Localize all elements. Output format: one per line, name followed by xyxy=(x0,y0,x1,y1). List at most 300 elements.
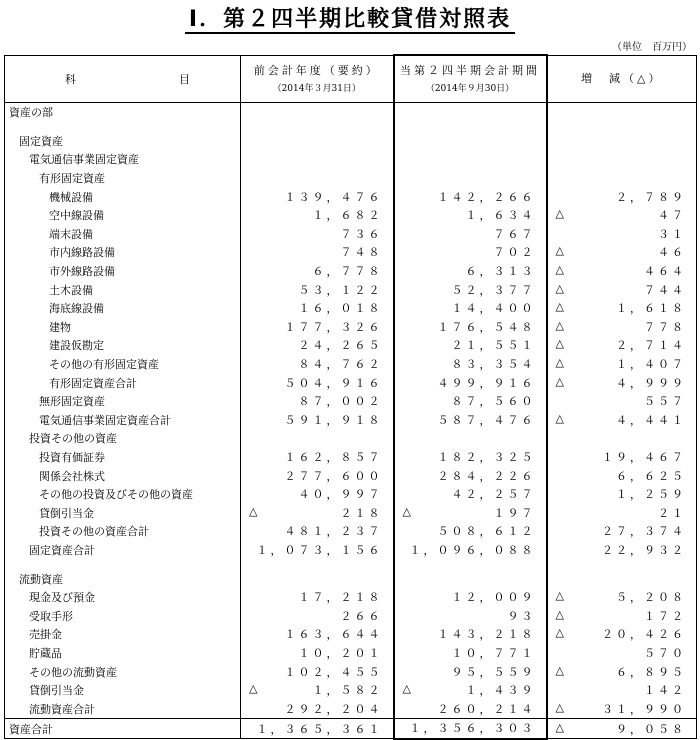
prev-value: １０２，４５５ xyxy=(284,665,383,679)
diff-cell xyxy=(547,187,697,206)
cur-value: ２８４，２２６ xyxy=(437,469,536,483)
subject-label: 市内線路設備 xyxy=(49,246,115,260)
cur-cell xyxy=(394,299,547,318)
negative-mark: △ xyxy=(555,607,567,621)
diff-value: ４６ xyxy=(658,246,686,260)
cur-cell xyxy=(394,522,547,541)
prev-value: ６，７７８ xyxy=(312,265,383,279)
cur-cell xyxy=(394,318,547,337)
cur-value: １２，００９ xyxy=(451,591,536,605)
cur-cell xyxy=(394,280,547,299)
cur-cell xyxy=(394,429,547,448)
subject-cell xyxy=(5,299,241,318)
prev-value: ２９２，２０４ xyxy=(284,702,383,716)
table-row xyxy=(5,569,697,588)
prev-cell xyxy=(241,187,394,206)
table-row xyxy=(5,299,697,318)
subject-label: 関係会社株式 xyxy=(39,469,105,483)
prev-value: １，５８２ xyxy=(312,684,383,698)
diff-value: ２０，４２６ xyxy=(602,628,686,642)
subject-label: 電気通信事業固定資産 xyxy=(29,153,139,167)
subject-label: 貸倒引当金 xyxy=(29,684,84,698)
subject-cell xyxy=(5,150,241,169)
table-row xyxy=(5,485,697,504)
cur-cell xyxy=(394,588,547,607)
diff-value: ２１ xyxy=(658,506,686,520)
prev-value: １０，２０１ xyxy=(298,646,383,660)
negative-mark: △ xyxy=(555,337,567,351)
diff-cell xyxy=(547,299,697,318)
diff-value: ４，９９９ xyxy=(616,376,686,390)
prev-cell xyxy=(241,541,394,560)
prev-cell xyxy=(241,503,394,522)
table-row xyxy=(5,355,697,374)
table-row xyxy=(5,644,697,663)
cur-cell xyxy=(394,681,547,700)
prev-cell xyxy=(241,103,394,122)
negative-mark: △ xyxy=(555,626,567,640)
cur-cell xyxy=(394,541,547,560)
subject-cell xyxy=(5,411,241,430)
spacer-row xyxy=(5,559,697,569)
diff-cell xyxy=(547,681,697,700)
subject-label: 流動資産合計 xyxy=(29,702,95,716)
subject-cell xyxy=(5,541,241,560)
header-subject-right: 目 xyxy=(179,72,190,86)
subject-cell xyxy=(5,429,241,448)
prev-cell xyxy=(241,318,394,337)
prev-value: １，３６５，３６１ xyxy=(256,722,383,736)
subject-label: 空中線設備 xyxy=(49,209,104,223)
diff-value: １４２ xyxy=(644,684,686,698)
diff-value: ５，２０８ xyxy=(616,591,686,605)
subject-label: 固定資産 xyxy=(19,134,63,148)
subject-cell xyxy=(5,719,241,739)
table-row xyxy=(5,522,697,541)
spacer-cell xyxy=(394,559,547,569)
prev-cell xyxy=(241,373,394,392)
subject-label: 海底線設備 xyxy=(49,302,104,316)
cur-cell xyxy=(394,392,547,411)
cur-cell xyxy=(394,355,547,374)
table-body xyxy=(5,103,697,739)
prev-cell xyxy=(241,681,394,700)
table-row xyxy=(5,606,697,625)
negative-mark: △ xyxy=(555,411,567,425)
diff-value: ４６４ xyxy=(644,265,686,279)
header-prev-sub: （2014年３月31日） xyxy=(272,83,361,94)
table-row xyxy=(5,318,697,337)
diff-cell xyxy=(547,132,697,151)
diff-value: ３１，９９０ xyxy=(602,702,686,716)
subject-cell xyxy=(5,132,241,151)
table-row xyxy=(5,662,697,681)
negative-mark: △ xyxy=(555,374,567,388)
header-diff xyxy=(547,55,697,103)
prev-value: １７７，３２６ xyxy=(284,320,383,334)
table-row xyxy=(5,719,697,739)
diff-cell xyxy=(547,644,697,663)
diff-cell xyxy=(547,606,697,625)
prev-cell xyxy=(241,280,394,299)
prev-cell xyxy=(241,429,394,448)
spacer-cell xyxy=(5,122,241,132)
table-row xyxy=(5,429,697,448)
negative-mark: △ xyxy=(249,504,261,518)
diff-cell xyxy=(547,169,697,188)
table-row xyxy=(5,373,697,392)
cur-cell xyxy=(394,699,547,718)
diff-cell xyxy=(547,541,697,560)
header-row xyxy=(5,55,697,103)
subject-cell xyxy=(5,485,241,504)
prev-value: ５３，１２２ xyxy=(298,283,383,297)
table-row xyxy=(5,448,697,467)
prev-value: ８４，７６２ xyxy=(298,358,383,372)
cur-cell xyxy=(394,243,547,262)
prev-value: ５０４，９１６ xyxy=(284,376,383,390)
diff-cell xyxy=(547,150,697,169)
prev-value: ２６６ xyxy=(340,609,383,623)
prev-cell xyxy=(241,606,394,625)
cur-cell xyxy=(394,373,547,392)
table-row xyxy=(5,625,697,644)
diff-value: ９，０５８ xyxy=(616,722,686,736)
cur-value: ５０８，６１２ xyxy=(437,525,536,539)
cur-cell xyxy=(394,662,547,681)
diff-cell xyxy=(547,206,697,225)
prev-value: １３９，４７６ xyxy=(284,190,383,204)
subject-label: 建物 xyxy=(49,320,71,334)
table-row xyxy=(5,466,697,485)
cur-value: ４９９，９１６ xyxy=(437,376,536,390)
subject-cell xyxy=(5,318,241,337)
diff-value: ６，８９５ xyxy=(616,665,686,679)
subject-cell xyxy=(5,336,241,355)
diff-cell xyxy=(547,280,697,299)
diff-cell xyxy=(547,699,697,718)
cur-value: １４３，２１８ xyxy=(437,628,536,642)
cur-value: ８３，３５４ xyxy=(451,358,536,372)
subject-label: 端末設備 xyxy=(49,227,93,241)
header-diff-main: 増 減（△） xyxy=(581,71,663,85)
cur-value: １４２，２６６ xyxy=(437,190,536,204)
prev-value: ２１８ xyxy=(340,506,383,520)
page-title: Ⅰ．第２四半期比較貸借対照表 xyxy=(0,2,700,33)
cur-value: １，０９６，０８８ xyxy=(409,543,536,557)
diff-cell xyxy=(547,503,697,522)
diff-value: ２，７１４ xyxy=(616,339,686,353)
prev-cell xyxy=(241,169,394,188)
diff-value: ５７０ xyxy=(644,646,686,660)
table-row xyxy=(5,103,697,122)
cur-cell xyxy=(394,132,547,151)
diff-value: ２２，９３２ xyxy=(602,543,686,557)
diff-cell xyxy=(547,522,697,541)
prev-value: ４０，９９７ xyxy=(298,488,383,502)
table-row xyxy=(5,503,697,522)
diff-value: ２，７８９ xyxy=(616,190,686,204)
negative-mark: △ xyxy=(402,504,414,518)
cur-cell xyxy=(394,503,547,522)
prev-cell xyxy=(241,588,394,607)
diff-cell xyxy=(547,392,697,411)
table-row xyxy=(5,187,697,206)
negative-mark: △ xyxy=(555,720,567,734)
cur-cell xyxy=(394,448,547,467)
subject-label: 資産合計 xyxy=(9,722,53,736)
header-prev xyxy=(241,55,394,103)
cur-value: ９３ xyxy=(507,609,536,623)
subject-cell xyxy=(5,243,241,262)
cur-cell xyxy=(394,644,547,663)
cur-value: １０，７７１ xyxy=(451,646,536,660)
cur-value: １４，４００ xyxy=(451,302,536,316)
prev-value: ５９１，９１８ xyxy=(284,413,383,427)
prev-cell xyxy=(241,206,394,225)
prev-value: １，６８２ xyxy=(312,209,383,223)
prev-cell xyxy=(241,411,394,430)
cur-value: ２６０，２１４ xyxy=(437,702,536,716)
diff-cell xyxy=(547,485,697,504)
negative-mark: △ xyxy=(555,318,567,332)
prev-value: １６２，８５７ xyxy=(284,450,383,464)
subject-cell xyxy=(5,225,241,244)
subject-label: 資産の部 xyxy=(9,106,53,120)
subject-label: 機械設備 xyxy=(49,190,93,204)
subject-label: 投資その他の資産合計 xyxy=(39,525,149,539)
negative-mark: △ xyxy=(402,682,414,696)
diff-cell xyxy=(547,103,697,122)
cur-cell xyxy=(394,262,547,281)
subject-label: 投資その他の資産 xyxy=(29,432,117,446)
prev-cell xyxy=(241,262,394,281)
cur-value: １８２，３２５ xyxy=(437,450,536,464)
table-row xyxy=(5,132,697,151)
diff-value: １，２５９ xyxy=(616,488,686,502)
negative-mark: △ xyxy=(555,263,567,277)
subject-cell xyxy=(5,588,241,607)
negative-mark: △ xyxy=(555,281,567,295)
diff-value: １９，４６７ xyxy=(602,450,686,464)
table-row xyxy=(5,262,697,281)
cur-value: ６，３１３ xyxy=(465,265,536,279)
diff-cell xyxy=(547,625,697,644)
negative-mark: △ xyxy=(555,589,567,603)
cur-cell xyxy=(394,336,547,355)
subject-label: 受取手形 xyxy=(29,609,73,623)
table-row xyxy=(5,280,697,299)
diff-cell xyxy=(547,569,697,588)
prev-cell xyxy=(241,466,394,485)
cur-cell xyxy=(394,225,547,244)
prev-cell xyxy=(241,150,394,169)
subject-cell xyxy=(5,392,241,411)
cur-cell xyxy=(394,103,547,122)
subject-label: 現金及び預金 xyxy=(29,591,95,605)
subject-label: その他の有形固定資産 xyxy=(49,358,159,372)
diff-value: ３１ xyxy=(658,227,686,241)
table-row xyxy=(5,699,697,718)
subject-label: 有形固定資産合計 xyxy=(49,376,137,390)
table-row xyxy=(5,169,697,188)
cur-value: １，４３９ xyxy=(465,684,536,698)
cur-value: ７６７ xyxy=(493,227,536,241)
spacer-cell xyxy=(547,122,697,132)
prev-cell xyxy=(241,625,394,644)
diff-value: ７７８ xyxy=(644,320,686,334)
negative-mark: △ xyxy=(555,244,567,258)
prev-cell xyxy=(241,522,394,541)
cur-value: ８７，５６０ xyxy=(451,395,536,409)
subject-cell xyxy=(5,373,241,392)
cur-value: ５８７，４７６ xyxy=(437,413,536,427)
subject-label: 土木設備 xyxy=(49,283,93,297)
table-row xyxy=(5,336,697,355)
prev-cell xyxy=(241,299,394,318)
prev-cell xyxy=(241,569,394,588)
subject-cell xyxy=(5,699,241,718)
header-cur-sub: （2014年９月30日） xyxy=(425,84,515,94)
prev-cell xyxy=(241,448,394,467)
prev-value: １６，０１８ xyxy=(298,302,383,316)
prev-cell xyxy=(241,644,394,663)
cur-cell xyxy=(394,187,547,206)
subject-label: 無形固定資産 xyxy=(39,395,105,409)
table-row xyxy=(5,392,697,411)
spacer-row xyxy=(5,122,697,132)
subject-cell xyxy=(5,355,241,374)
subject-label: 貸倒引当金 xyxy=(39,506,94,520)
subject-cell xyxy=(5,569,241,588)
diff-cell xyxy=(547,588,697,607)
diff-value: ２７，３７４ xyxy=(602,525,686,539)
prev-value: ２４，２６５ xyxy=(298,339,383,353)
negative-mark: △ xyxy=(555,300,567,314)
diff-value: ４７ xyxy=(658,209,686,223)
subject-label: 市外線路設備 xyxy=(49,265,115,279)
table-row xyxy=(5,243,697,262)
header-subject xyxy=(5,55,241,103)
subject-label: 固定資産合計 xyxy=(29,543,95,557)
diff-cell xyxy=(547,466,697,485)
subject-label: 建設仮勘定 xyxy=(49,339,104,353)
subject-cell xyxy=(5,280,241,299)
prev-value: １６３，６４４ xyxy=(284,628,383,642)
prev-value: ４８１，２３７ xyxy=(284,525,383,539)
negative-mark: △ xyxy=(249,682,261,696)
prev-value: ７３６ xyxy=(340,227,383,241)
prev-cell xyxy=(241,355,394,374)
table-row xyxy=(5,150,697,169)
diff-cell xyxy=(547,373,697,392)
table-row xyxy=(5,681,697,700)
subject-label: 流動資産 xyxy=(19,572,63,586)
subject-label: 貯蔵品 xyxy=(29,646,62,660)
prev-value: １７，２１８ xyxy=(298,591,383,605)
cur-value: ７０２ xyxy=(493,246,536,260)
diff-cell xyxy=(547,336,697,355)
prev-cell xyxy=(241,719,394,739)
prev-value: ８７，００２ xyxy=(298,395,383,409)
prev-cell xyxy=(241,699,394,718)
diff-cell xyxy=(547,448,697,467)
cur-cell xyxy=(394,625,547,644)
table-row xyxy=(5,541,697,560)
unit-label: （単位 百万円） xyxy=(612,42,692,53)
diff-value: １７２ xyxy=(644,609,686,623)
negative-mark: △ xyxy=(555,207,567,221)
diff-cell xyxy=(547,262,697,281)
subject-cell xyxy=(5,448,241,467)
diff-value: ４，４４１ xyxy=(616,413,686,427)
cur-value: ９５，５５９ xyxy=(451,665,536,679)
subject-cell xyxy=(5,466,241,485)
cur-value: １，６３４ xyxy=(465,209,536,223)
subject-cell xyxy=(5,625,241,644)
cur-value: １，３５６，３０３ xyxy=(409,722,536,736)
spacer-cell xyxy=(241,559,394,569)
table-row xyxy=(5,411,697,430)
table-row xyxy=(5,206,697,225)
spacer-cell xyxy=(5,559,241,569)
subject-label: その他の流動資産 xyxy=(29,665,117,679)
subject-label: その他の投資及びその他の資産 xyxy=(39,488,193,502)
prev-cell xyxy=(241,225,394,244)
subject-cell xyxy=(5,503,241,522)
cur-cell xyxy=(394,169,547,188)
diff-cell xyxy=(547,225,697,244)
negative-mark: △ xyxy=(555,663,567,677)
subject-label: 有形固定資産 xyxy=(39,172,105,186)
spacer-cell xyxy=(394,122,547,132)
cur-value: ２１，５５１ xyxy=(451,339,536,353)
table-row xyxy=(5,588,697,607)
subject-cell xyxy=(5,187,241,206)
cur-cell xyxy=(394,411,547,430)
diff-value: １，６１８ xyxy=(616,302,686,316)
subject-label: 売掛金 xyxy=(29,628,62,642)
header-cur-main: 当第２四半期会計期間 xyxy=(400,64,540,77)
cur-cell xyxy=(394,206,547,225)
prev-cell xyxy=(241,243,394,262)
cur-cell xyxy=(394,719,547,739)
prev-cell xyxy=(241,392,394,411)
subject-cell xyxy=(5,103,241,122)
negative-mark: △ xyxy=(555,356,567,370)
subject-cell xyxy=(5,662,241,681)
prev-cell xyxy=(241,336,394,355)
table-row xyxy=(5,225,697,244)
cur-value: ５２，３７７ xyxy=(451,283,536,297)
diff-value: １，４０７ xyxy=(616,358,686,372)
cur-value: ４２，２５７ xyxy=(451,488,536,502)
diff-cell xyxy=(547,243,697,262)
cur-cell xyxy=(394,569,547,588)
header-subject-left: 科 xyxy=(65,72,76,86)
spacer-cell xyxy=(241,122,394,132)
diff-cell xyxy=(547,662,697,681)
cur-cell xyxy=(394,485,547,504)
diff-value: ６，６２５ xyxy=(616,469,686,483)
balance-sheet-table xyxy=(4,54,697,740)
subject-cell xyxy=(5,522,241,541)
prev-value: ２７７，６００ xyxy=(284,469,383,483)
diff-cell xyxy=(547,411,697,430)
subject-cell xyxy=(5,681,241,700)
cur-value: １７６，５４８ xyxy=(437,320,536,334)
cur-value: １９７ xyxy=(493,506,536,520)
